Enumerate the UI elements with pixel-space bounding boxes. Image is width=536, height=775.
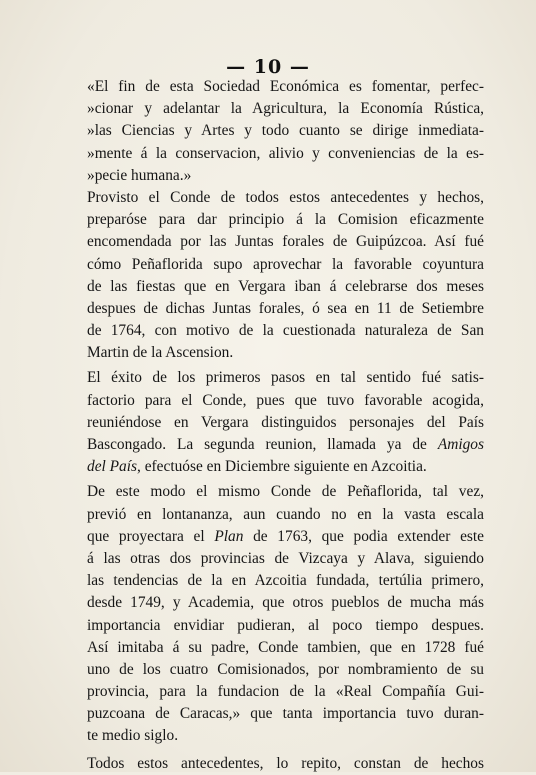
text-line: El éxito de los primeros pasos en tal sentido fué satis- [87,369,484,387]
text-run: , efectuóse en Diciembre siguiente en Azcoitia. [137,458,427,476]
italic-text: del País [87,458,138,476]
text-line: «El fin de esta Sociedad Económica es fomentar, perfec- [87,78,484,95]
body-text [87,76,484,775]
text-line: »mente á la conservacion, alivio y conveniencias de la es- [87,144,484,162]
text-line: factorio para el Conde, pues que tuvo favorable acogida, [87,391,484,409]
text-line: Todos estos antecedentes, lo repito, constan de hechos [87,754,484,772]
text-run: de 1763, que podia extender este [243,527,484,545]
italic-text: Plan [214,527,244,545]
italic-text: Amigos [437,436,484,453]
text-line: Martin de la Ascension. [87,344,234,362]
text-line: te medio siglo. [87,727,179,745]
text-line: Así imitaba á su padre, Conde tambien, que en 1728 fué [87,638,484,656]
text-line: Provisto el Conde de todos estos antecedentes y hechos, [87,188,484,206]
text-line [87,434,484,456]
text-line: De este modo el mismo Conde de Peñaflorida, tal vez, [87,483,484,501]
text-line: previó en lontananza, aun cuando no en la vasta escala [87,505,484,523]
text-line: provincia, para la fundacion de la «Real Compañía Gui- [87,683,484,701]
text-line [87,456,484,478]
text-line: importancia envidiar pudieran, al poco tiempo despues. [87,616,484,634]
text-line: á las otras dos provincias de Vizcaya y Alava, siguiendo [87,549,484,567]
text-run: Bascongado. La segunda reunion, llamada ya de [87,436,438,453]
text-line: desde 1749, y Academia, que otros pueblos de mucha más [87,594,484,612]
text-line: de las fiestas que en Vergara iban á celebrarse dos meses [87,277,484,295]
text-line: despues de dichas Juntas forales, ó sea en 11 de Setiembre [87,299,484,317]
text-line: de 1764, con motivo de la cuestionada naturaleza de San [87,322,484,340]
text-line: »las Ciencias y Artes y todo cuanto se dirige inmediata- [87,122,484,140]
text-line: encomendada por las Juntas forales de Guipúzcoa. Así fué [87,233,484,251]
text-line: las tendencias de la en Azcoitia fundada, tertúlia primero, [87,572,484,590]
text-line [87,526,484,548]
text-line: cómo Peñaflorida supo aprovechar la favorable coyuntura [87,255,484,273]
text-line: puzcoana de Caracas,» que tanta importancia tuvo duran- [87,705,484,723]
text-line: »pecie humana.» [87,166,192,184]
page-number: — 10 — [226,56,310,78]
text-line: preparóse para dar principio á la Comision eficazmente [87,211,484,229]
text-line: »cionar y adelantar la Agricultura, la Economía Rústica, [87,100,484,118]
text-run: que proyectara el [87,527,215,545]
text-line: reuniéndose en Vergara distinguidos personajes del País [87,413,484,431]
text-line: uno de los cuatro Comisionados, por nombramiento de su [87,660,484,678]
